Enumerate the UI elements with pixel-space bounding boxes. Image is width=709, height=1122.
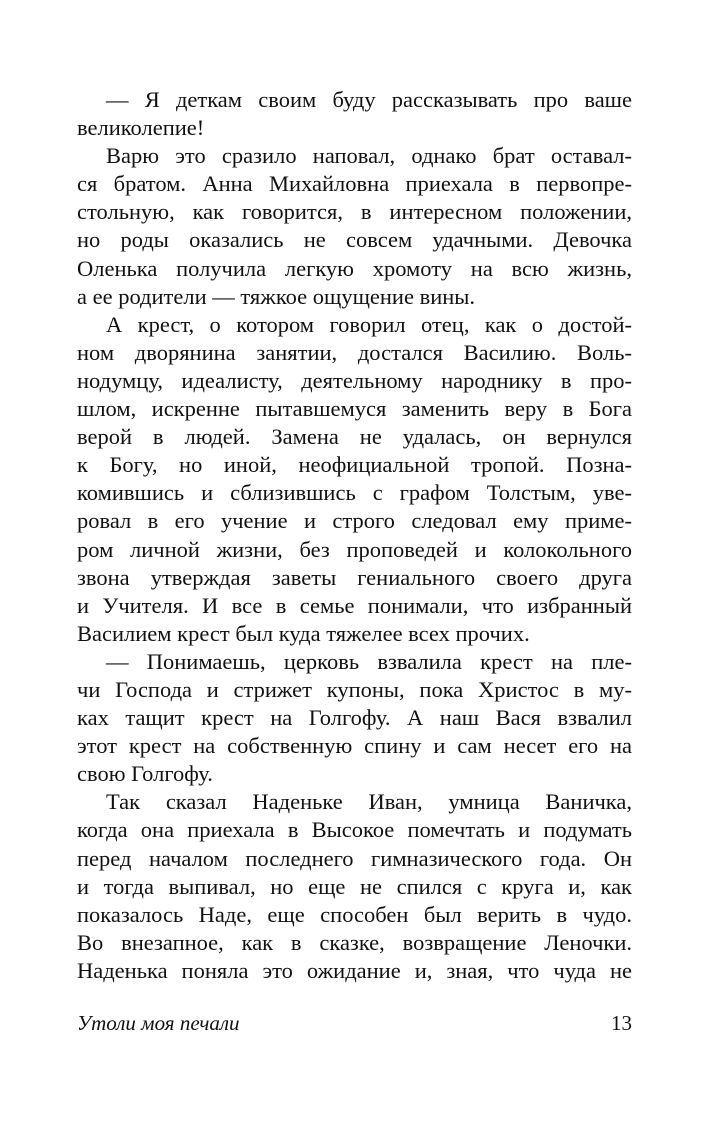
- text-line: и тогда выпивал, но еще не спился с круга и, как: [77, 873, 632, 899]
- text-line: звона утверждая заветы гениального своего друга: [77, 564, 632, 590]
- text-line: шлом, искренне пытавшемуся заменить веру в Бога: [77, 396, 632, 422]
- text-line: а ее родители — тяжкое ощущение вины.: [77, 283, 476, 309]
- running-title: Утоли моя печали: [77, 1011, 240, 1035]
- text-line: свою Голгофу.: [77, 761, 213, 787]
- text-line: А крест, о котором говорил отец, как о достой-: [106, 311, 632, 337]
- text-line: ром личной жизни, без проповедей и колокольного: [77, 536, 632, 562]
- text-line: — Я деткам своим буду рассказывать про ваше: [106, 87, 632, 112]
- text-line: показалось Наде, еще способен был верить в чудо.: [77, 901, 632, 927]
- text-line: комившись и сблизившись с графом Толстым, уве-: [77, 480, 632, 506]
- text-line: ном дворянина занятии, достался Василию. Воль-: [77, 339, 632, 365]
- text-line: Варю это сразило наповал, однако брат оставал-: [106, 143, 632, 169]
- text-line: великолепие!: [77, 115, 205, 141]
- text-line: к Богу, но иной, неофициальной тропой. Позна-: [77, 452, 632, 478]
- text-line: Во внезапное, как в сказке, возвращение Леночки.: [77, 929, 632, 955]
- text-line: верой в людей. Замена не удалась, он вернулся: [77, 424, 632, 450]
- text-line: ках тащит крест на Голгофу. А наш Вася взвалил: [77, 705, 632, 731]
- text-line: — Понимаешь, церковь взвалила крест на пле-: [106, 648, 632, 674]
- text-line: ся братом. Анна Михайловна приехала в первопре-: [77, 171, 632, 197]
- text-line: чи Господа и стрижет купоны, пока Христос в му-: [77, 676, 632, 702]
- page-number: 13: [611, 1011, 632, 1035]
- text-line: ровал в его учение и строго следовал ему приме-: [77, 508, 632, 534]
- text-line: когда она приехала в Высокое помечтать и подумать: [77, 817, 632, 843]
- text-line: Наденька поняла это ожидание и, зная, что чуда не: [77, 957, 632, 983]
- page-body: [77, 86, 632, 985]
- text-line: перед началом последнего гимназического года. Он: [77, 845, 632, 871]
- text-line: и Учителя. И все в семье понимали, что избранный: [77, 592, 632, 618]
- text-line: нодумцу, идеалисту, деятельному народнику в про-: [77, 367, 632, 393]
- text-line: но роды оказались не совсем удачными. Девочка: [77, 227, 632, 253]
- text-line: этот крест на собственную спину и сам несет его на: [77, 733, 632, 759]
- text-line: Василием крест был куда тяжелее всех прочих.: [77, 620, 530, 646]
- text-line: стольную, как говорится, в интересном положении,: [77, 199, 632, 225]
- text-line: Так сказал Наденьке Иван, умница Ваничка,: [106, 789, 632, 815]
- text-line: Оленька получила легкую хромоту на всю жизнь,: [77, 255, 632, 281]
- page-footer: [77, 1008, 632, 1038]
